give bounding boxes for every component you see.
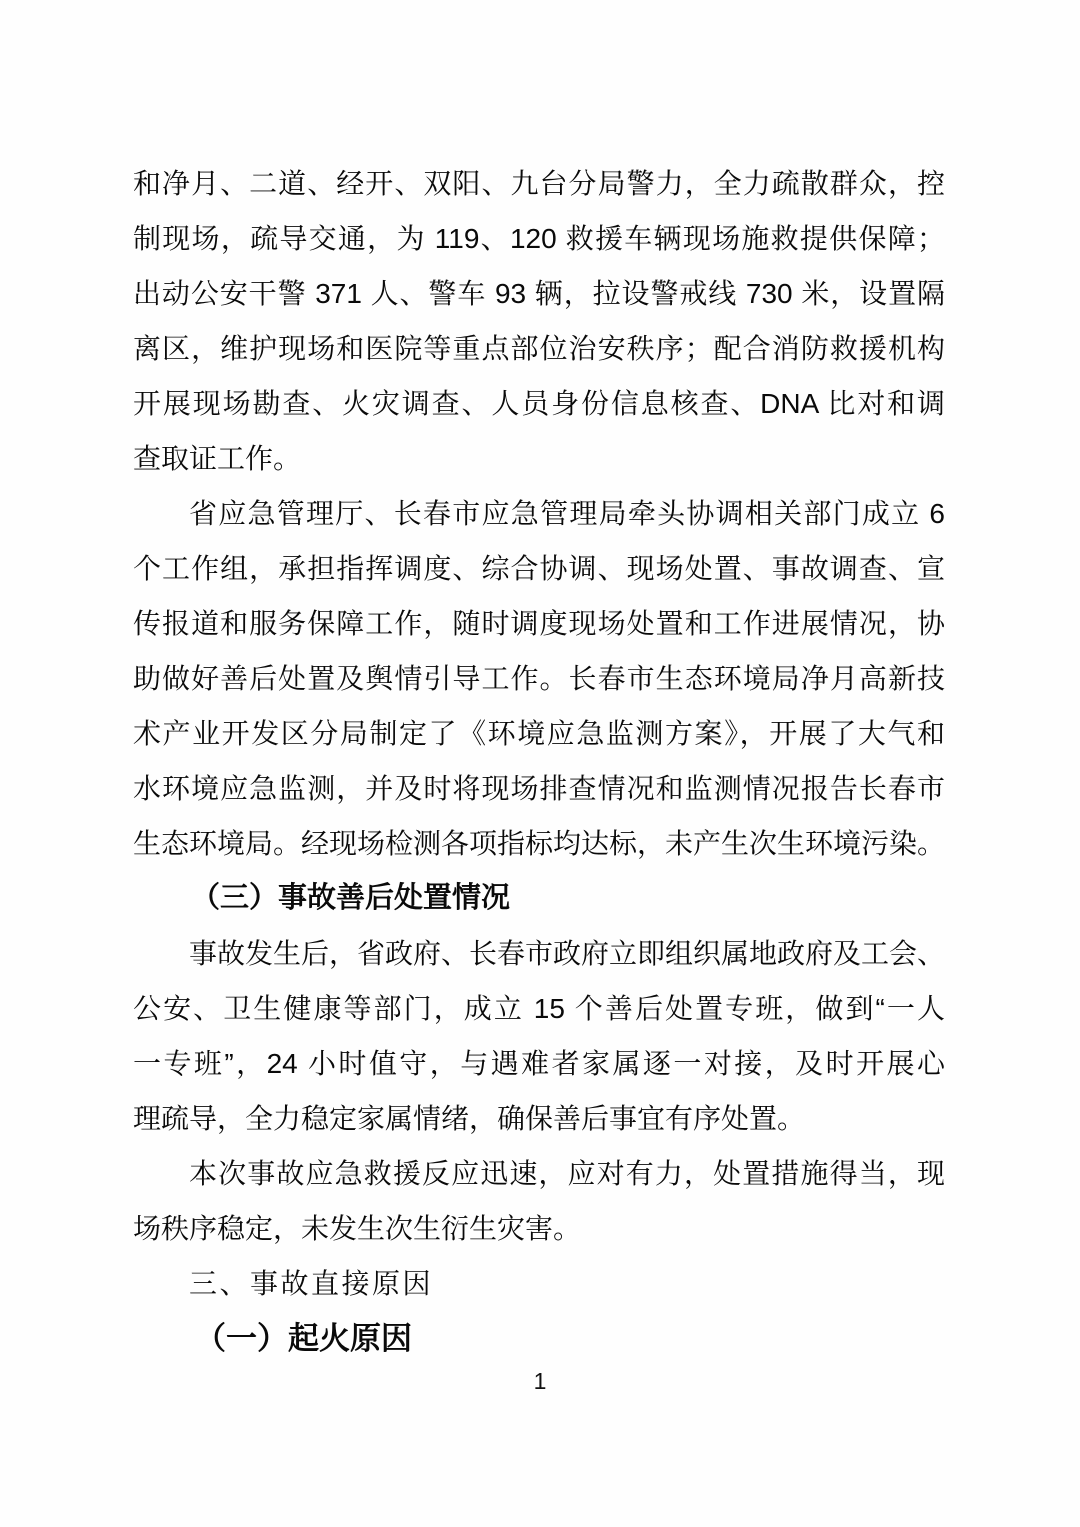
- text-line: 查取证工作。: [133, 443, 302, 474]
- text-line: 事故发生后，省政府、长春市政府立即组织属地政府及工会、: [189, 938, 946, 969]
- text-line: 和净月、二道、经开、双阳、九台分局警力，全力疏散群众，控: [133, 168, 945, 199]
- text-line: 传报道和服务保障工作，随时调度现场处置和工作进展情况，协: [133, 608, 945, 639]
- text-line: 出动公安干警 371 人、警车 93 辆，拉设警戒线 730 米，设置隔: [133, 278, 945, 309]
- text-line: 开展现场勘查、火灾调查、人员身份信息核查、DNA 比对和调: [133, 388, 945, 419]
- text-line: 个工作组，承担指挥调度、综合协调、现场处置、事故调查、宣: [133, 553, 945, 584]
- text-line: （三）事故善后处置情况: [191, 882, 511, 914]
- text-line: 理疏导，全力稳定家属情绪，确保善后事宜有序处置。: [133, 1103, 806, 1134]
- text-line: 生态环境局。经现场检测各项指标均达标，未产生次生环境污染。: [133, 828, 946, 859]
- text-line: 水环境应急监测，并及时将现场排查情况和监测情况报告长春市: [133, 773, 945, 804]
- text-line: 三、事故直接原因: [189, 1268, 434, 1299]
- page-number: 1: [533, 1368, 547, 1394]
- text-line: 助做好善后处置及舆情引导工作。长春市生态环境局净月高新技: [133, 663, 945, 694]
- text-line: 场秩序稳定，未发生次生衍生灾害。: [133, 1213, 582, 1244]
- text-line: 本次事故应急救援反应迅速，应对有力，处置措施得当，现: [189, 1158, 945, 1189]
- text-line: 制现场，疏导交通，为 119、120 救援车辆现场施救提供保障；: [133, 223, 945, 254]
- text-line: （一）起火原因: [195, 1321, 412, 1356]
- text-line: 术产业开发区分局制定了《环境应急监测方案》，开展了大气和: [133, 718, 945, 749]
- document-body: [133, 156, 945, 1366]
- text-line: 公安、卫生健康等部门，成立 15 个善后处置专班，做到“一人: [133, 993, 945, 1024]
- text-line: 省应急管理厅、长春市应急管理局牵头协调相关部门成立 6: [189, 498, 945, 529]
- text-line: 一专班”，24 小时值守，与遇难者家属逐一对接，及时开展心: [133, 1048, 945, 1079]
- text-line: 离区，维护现场和医院等重点部位治安秩序；配合消防救援机构: [133, 333, 945, 364]
